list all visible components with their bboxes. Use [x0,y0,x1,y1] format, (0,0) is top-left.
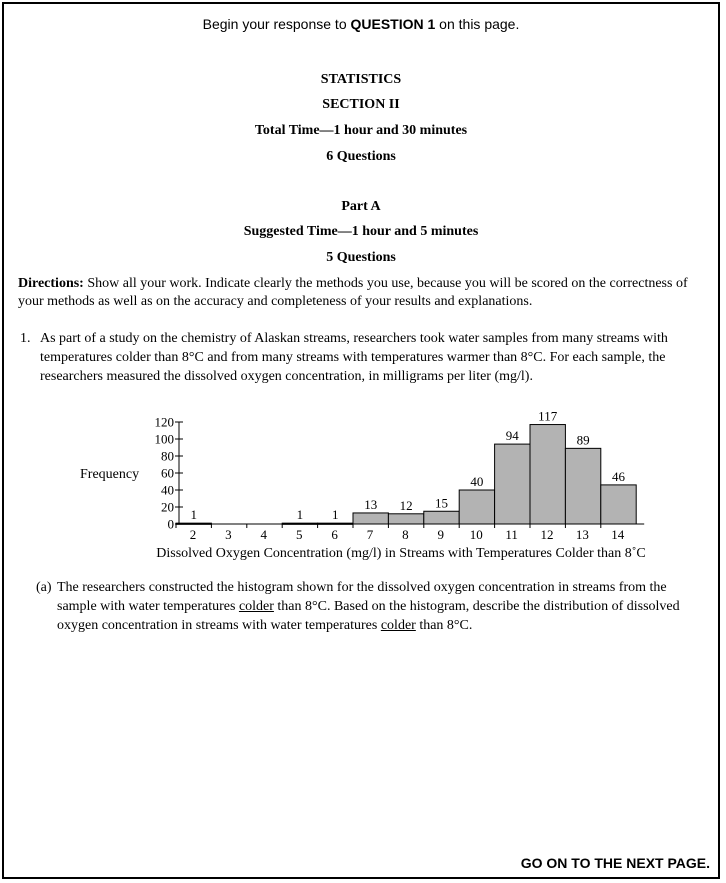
y-tick-label: 80 [161,448,174,464]
bar-count-label: 1 [332,507,339,523]
histogram-bar [459,490,494,524]
part-suggested-time: Suggested Time—1 hour and 5 minutes [243,224,479,239]
question-1a-label: (a) [36,580,52,595]
bar-count-label: 94 [505,428,519,444]
response-banner [4,16,718,32]
directions-text: Show all your work. Indicate clearly the methods you use, because you will be scored on the correctness of your methods as well as on the accuracy and completeness of your results and explanations. [18,276,688,309]
bar-count-label: 12 [399,497,413,513]
question-1a [36,578,706,635]
question-1-number: 1. [20,331,31,346]
section-question-count: 6 Questions [326,149,396,164]
x-tick-label: 5 [295,527,303,542]
histogram-bar [388,514,423,524]
bar-count-label: 46 [612,468,625,484]
histogram-bar [424,511,459,524]
colder-emphasis: colder [238,599,274,614]
section-total-time: Total Time—1 hour and 30 minutes [254,123,468,138]
y-tick-label: 60 [161,465,174,481]
y-axis-title: Frequency [80,467,140,482]
x-tick-label: 14 [611,527,625,542]
y-tick-label: 120 [154,414,174,430]
section-number: SECTION II [322,97,400,112]
directions-label: Directions: [18,276,84,291]
exam-page [2,2,720,879]
y-tick-label: 0 [167,516,174,532]
question-1 [20,329,700,386]
directions [18,275,708,311]
part-name: Part A [341,199,381,214]
histogram-bar [353,513,388,524]
bar-count-label: 1 [190,507,197,523]
next-page-notice: GO ON TO THE NEXT PAGE. [520,855,710,871]
bar-count-label: 15 [435,495,448,511]
x-axis-title: Dissolved Oxygen Concentration (mg/l) in Streams with Temperatures Colder than 8˚C [156,546,646,561]
histogram-bar [565,448,600,524]
bar-count-label: 40 [470,474,484,489]
bar-count-label: 117 [538,408,558,424]
x-tick-label: 4 [260,527,268,542]
y-tick-label: 40 [161,482,174,498]
bar-count-label: 13 [364,496,378,512]
bar-count-label: 89 [576,432,590,448]
bar-count-label: 1 [296,507,304,523]
histogram-bar [601,485,636,524]
histogram-bar [495,444,530,524]
question-1-text: As part of a study on the chemistry of Alaskan streams, researchers took water samples from many streams with temperatures colder than 8°C and from many streams with temperatures warmer than 8°C. For each sample, the researchers measured the dissolved oxygen concentration, in milligrams per liter (mg/l). [40,331,668,384]
section-subject: STATISTICS [320,72,402,87]
oxygen-histogram [4,404,718,564]
banner-text-post: on this page. [435,16,520,32]
x-tick-label: 10 [469,527,483,542]
x-tick-label: 7 [366,527,374,542]
x-tick-label: 12 [540,527,554,542]
x-tick-label: 3 [225,527,232,542]
x-tick-label: 13 [575,527,589,542]
x-tick-label: 2 [189,527,197,542]
banner-text-pre: Begin your response to [202,16,351,32]
x-tick-label: 11 [505,527,518,542]
x-tick-label: 6 [331,527,338,542]
colder-emphasis: colder [380,618,416,633]
banner-question-label: QUESTION 1 [350,16,436,32]
y-tick-label: 20 [161,499,174,515]
question-1a-text: The researchers constructed the histogram shown for the dissolved oxygen concentration in streams from the sample with water temperatures colder than 8°C. Based on the histogram, describe the distribution of dissolved oxygen concentration in streams with water temperatures colder than 8°C. [57,580,680,633]
x-tick-label: 9 [437,527,445,542]
y-tick-label: 100 [154,431,174,447]
x-tick-label: 8 [402,527,409,542]
histogram-bar [530,425,565,524]
part-question-count: 5 Questions [326,250,396,265]
